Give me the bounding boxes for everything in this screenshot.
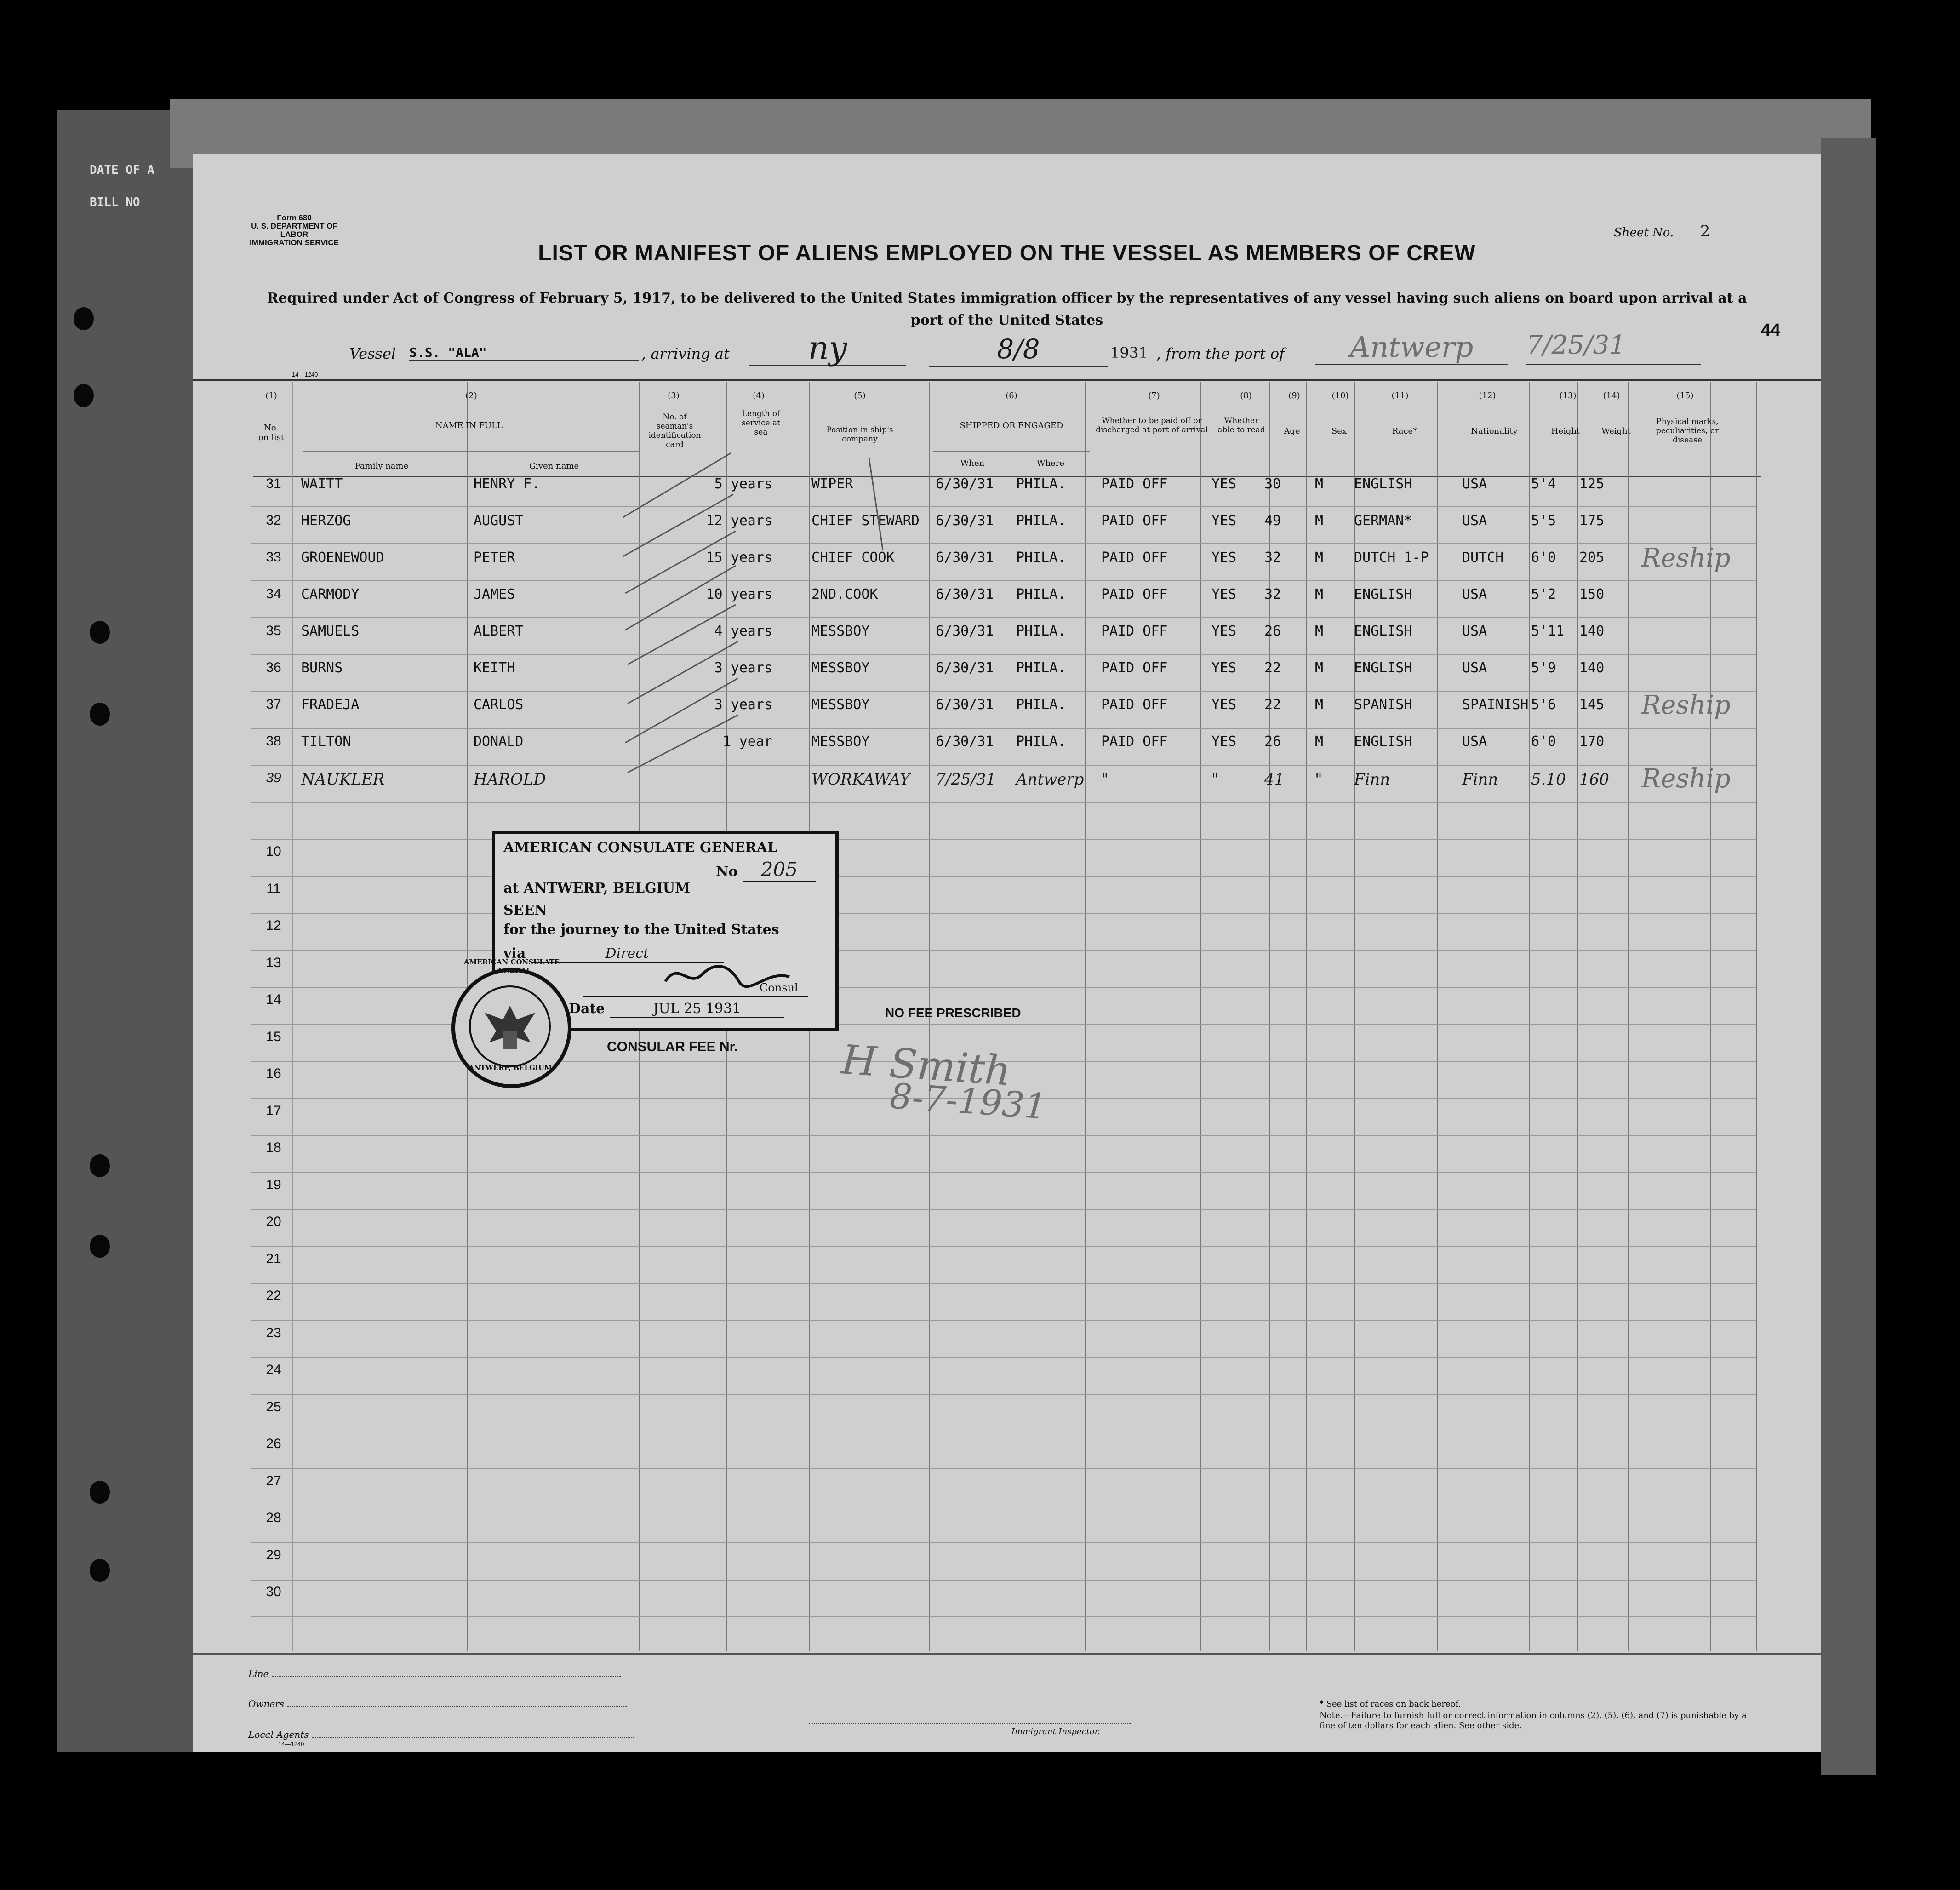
crew-cell-nationality: USA bbox=[1462, 660, 1487, 676]
crew-cell-when: 7/25/31 bbox=[936, 770, 996, 789]
row-number: 26 bbox=[266, 1436, 281, 1451]
sheet-number-label: Sheet No. bbox=[1614, 226, 1674, 240]
col-number-3: (3) bbox=[668, 391, 680, 401]
row-number: 30 bbox=[266, 1584, 281, 1599]
crew-cell-paid: PAID OFF bbox=[1101, 550, 1168, 566]
col-number-2: (2) bbox=[465, 391, 477, 401]
crew-cell-paid: PAID OFF bbox=[1101, 623, 1168, 639]
crew-cell-family: FRADEJA bbox=[301, 697, 360, 713]
binder-hole bbox=[90, 1559, 110, 1582]
binder-hole bbox=[90, 1481, 110, 1504]
stamp-line-journey: for the journey to the United States bbox=[503, 922, 779, 938]
crew-cell-height: 5'2 bbox=[1531, 586, 1556, 602]
crew-cell-family: NAUKLER bbox=[301, 770, 385, 789]
crew-cell-nationality: Finn bbox=[1462, 770, 1498, 789]
crew-cell-age: 22 bbox=[1264, 660, 1281, 676]
header-age: Age bbox=[1284, 426, 1300, 436]
crew-cell-race: GERMAN* bbox=[1354, 513, 1412, 529]
crew-cell-read: YES bbox=[1211, 623, 1237, 639]
row-number: 25 bbox=[266, 1399, 281, 1415]
crew-cell-when: 6/30/31 bbox=[936, 476, 994, 492]
no-fee-prescribed: NO FEE PRESCRIBED bbox=[885, 1006, 1021, 1020]
crew-cell-age: 26 bbox=[1264, 623, 1281, 639]
footer-agents-blank bbox=[312, 1737, 634, 1738]
arriving-at: ny bbox=[749, 331, 906, 366]
crew-cell-service: 3 years bbox=[714, 697, 772, 713]
col-number-5: (5) bbox=[854, 391, 866, 401]
sheet-number-value: 2 bbox=[1678, 222, 1733, 241]
crew-cell-when: 6/30/31 bbox=[936, 623, 994, 639]
col-number-7: (7) bbox=[1148, 391, 1160, 401]
crew-cell-paid: PAID OFF bbox=[1101, 586, 1168, 602]
crew-cell-no: 31 bbox=[266, 476, 281, 491]
crew-cell-marks: Reship bbox=[1641, 543, 1731, 573]
header-sex: Sex bbox=[1331, 426, 1347, 436]
footer-rule bbox=[193, 1653, 1821, 1655]
consulate-seal bbox=[451, 958, 571, 1088]
grid-row-line bbox=[251, 1468, 1756, 1469]
crew-cell-position: WORKAWAY bbox=[811, 770, 910, 789]
footer-agents-label: Local Agents bbox=[248, 1729, 309, 1740]
crew-cell-weight: 160 bbox=[1579, 770, 1609, 789]
crew-cell-height: 6'0 bbox=[1531, 550, 1556, 566]
footer-owners-label: Owners bbox=[248, 1698, 285, 1709]
crew-cell-where: PHILA. bbox=[1016, 550, 1066, 566]
crew-cell-height: 6'0 bbox=[1531, 733, 1556, 750]
crew-cell-given: AUGUST bbox=[474, 513, 524, 529]
races-note: * See list of races on back hereof. bbox=[1320, 1699, 1461, 1709]
printer-code-top: 14—1240 bbox=[292, 371, 318, 378]
margin-tag-bill: BILL NO bbox=[90, 195, 140, 209]
crew-cell-service: 4 years bbox=[714, 623, 772, 639]
crew-cell-nationality: USA bbox=[1462, 513, 1487, 529]
footer-agents-field bbox=[248, 1729, 634, 1740]
margin-tag-date: DATE OF A bbox=[90, 163, 154, 177]
grid-row-line bbox=[251, 1320, 1756, 1321]
grid-row-line bbox=[251, 1172, 1756, 1173]
grid-row-line bbox=[251, 1246, 1756, 1247]
crew-cell-nationality: DUTCH bbox=[1462, 550, 1504, 566]
crew-cell-where: PHILA. bbox=[1016, 660, 1066, 676]
crew-cell-family: BURNS bbox=[301, 660, 343, 676]
row-number: 15 bbox=[266, 1029, 281, 1044]
crew-cell-race: ENGLISH bbox=[1354, 586, 1412, 602]
binder-hole bbox=[90, 1154, 110, 1177]
stamp-number-value: 205 bbox=[743, 858, 816, 882]
crew-cell-family: HERZOG bbox=[301, 513, 351, 529]
manifest-sheet bbox=[193, 154, 1821, 1752]
manifest-title: LIST OR MANIFEST OF ALIENS EMPLOYED ON THE VESSEL AS MEMBERS OF CREW bbox=[538, 241, 1476, 265]
crew-cell-height: 5'5 bbox=[1531, 513, 1556, 529]
crew-cell-sex: M bbox=[1315, 623, 1324, 639]
crew-cell-when: 6/30/31 bbox=[936, 550, 994, 566]
manifest-subtitle: Required under Act of Congress of February 5, 1917, to be delivered to the United States immigration officer by the representatives of any vessel having such aliens on board upon arrival at a port of the United States bbox=[267, 290, 1747, 328]
stamp-via-label: via bbox=[503, 945, 526, 962]
crew-cell-read: YES bbox=[1211, 733, 1237, 750]
crew-cell-paid: PAID OFF bbox=[1101, 476, 1168, 492]
crew-cell-height: 5'6 bbox=[1531, 697, 1556, 713]
crew-cell-nationality: USA bbox=[1462, 623, 1487, 639]
col-number-4: (4) bbox=[753, 391, 765, 401]
crew-cell-read: YES bbox=[1211, 513, 1237, 529]
crew-cell-given: ALBERT bbox=[474, 623, 524, 639]
crew-cell-paid: PAID OFF bbox=[1101, 513, 1168, 529]
crew-cell-sex: M bbox=[1315, 660, 1324, 676]
crew-cell-race: SPANISH bbox=[1354, 697, 1412, 713]
crew-cell-nationality: USA bbox=[1462, 476, 1487, 492]
inspector-date: 8-7-1931 bbox=[888, 1075, 1048, 1127]
crew-cell-position: 2ND.COOK bbox=[811, 586, 878, 602]
col-number-10: (10) bbox=[1331, 391, 1349, 401]
row-number: 28 bbox=[266, 1510, 281, 1525]
crew-cell-when: 6/30/31 bbox=[936, 697, 994, 713]
header-shipped: SHIPPED OR ENGAGED bbox=[960, 421, 1063, 430]
crew-cell-position: WIPER bbox=[811, 476, 853, 492]
grid-row-line bbox=[251, 1394, 1756, 1395]
crew-cell-sex: M bbox=[1315, 697, 1324, 713]
header-seaman-card: No. of seaman's identification card bbox=[648, 412, 701, 449]
crew-cell-race: ENGLISH bbox=[1354, 733, 1412, 750]
page-number: 44 bbox=[1761, 321, 1781, 340]
crew-cell-service: 3 years bbox=[714, 660, 772, 676]
header-no-on-list: No. on list bbox=[258, 423, 285, 442]
crew-cell-position: MESSBOY bbox=[811, 623, 870, 639]
grid-row-line bbox=[251, 1580, 1756, 1581]
from-port-date: 7/25/31 bbox=[1526, 330, 1701, 365]
seal-text-top: AMERICAN CONSULATE GENERAL bbox=[463, 958, 560, 974]
form-service: IMMIGRATION SERVICE bbox=[250, 238, 339, 247]
crew-cell-family: SAMUELS bbox=[301, 623, 360, 639]
crew-cell-weight: 125 bbox=[1579, 476, 1605, 492]
crew-cell-service: 10 years bbox=[706, 586, 772, 602]
stamp-date-label: Date bbox=[569, 1001, 605, 1017]
crew-cell-given: CARLOS bbox=[474, 697, 524, 713]
row-number: 12 bbox=[266, 918, 281, 933]
crew-cell-where: PHILA. bbox=[1016, 476, 1066, 492]
crew-cell-age: 30 bbox=[1264, 476, 1281, 492]
crew-cell-when: 6/30/31 bbox=[936, 733, 994, 750]
crew-cell-sex: M bbox=[1315, 550, 1324, 566]
crew-cell-family: GROENEWOUD bbox=[301, 550, 384, 566]
binder-hole bbox=[74, 307, 94, 330]
arrival-date: 8/8 bbox=[929, 333, 1108, 367]
header-given-name: Given name bbox=[529, 461, 579, 471]
crew-cell-weight: 175 bbox=[1579, 513, 1605, 529]
stamp-consul-label: Consul bbox=[760, 981, 798, 994]
crew-cell-read: " bbox=[1211, 770, 1219, 789]
crew-cell-given: KEITH bbox=[474, 660, 515, 676]
vessel-label: Vessel bbox=[349, 345, 396, 362]
row-number: 18 bbox=[266, 1140, 281, 1155]
binder-hole bbox=[74, 384, 94, 407]
crew-cell-race: DUTCH 1-P bbox=[1354, 550, 1429, 566]
crew-cell-position: MESSBOY bbox=[811, 697, 870, 713]
crew-cell-given: PETER bbox=[474, 550, 515, 566]
crew-cell-race: ENGLISH bbox=[1354, 660, 1412, 676]
crew-cell-service: 1 year bbox=[722, 733, 772, 750]
header-where: Where bbox=[1036, 458, 1064, 468]
col-number-8: (8) bbox=[1240, 391, 1252, 401]
crew-cell-position: CHIEF STEWARD bbox=[811, 513, 920, 529]
header-position: Position in ship's company bbox=[826, 425, 893, 444]
header-when: When bbox=[960, 458, 985, 468]
crew-cell-where: PHILA. bbox=[1016, 697, 1066, 713]
crew-cell-given: DONALD bbox=[474, 733, 524, 750]
crew-cell-no: 34 bbox=[266, 586, 281, 601]
crew-cell-sex: M bbox=[1315, 476, 1324, 492]
crew-cell-where: PHILA. bbox=[1016, 733, 1066, 750]
crew-cell-service: 5 years bbox=[714, 476, 772, 492]
stamp-line-seen: SEEN bbox=[503, 902, 547, 918]
grid-row-line bbox=[251, 1135, 1756, 1136]
col-number-14: (14) bbox=[1603, 391, 1620, 401]
crew-cell-family: TILTON bbox=[301, 733, 351, 750]
binder-hole bbox=[90, 621, 110, 644]
crew-cell-sex: M bbox=[1315, 586, 1324, 602]
crew-cell-sex: " bbox=[1315, 770, 1322, 789]
crew-cell-sex: M bbox=[1315, 513, 1324, 529]
seal-text-bottom: ANTWERP, BELGIUM bbox=[469, 1064, 552, 1072]
crew-cell-marks: Reship bbox=[1641, 764, 1731, 794]
crew-cell-height: 5'4 bbox=[1531, 476, 1556, 492]
penalty-note: Note.—Failure to furnish full or correct information in columns (2), (5), (6), and (7) is punishable by a fine of ten dollars for each alien. See other side. bbox=[1320, 1711, 1747, 1730]
card-check-marks bbox=[193, 154, 1821, 1074]
stamp-date bbox=[569, 1001, 784, 1018]
header-able-read: Whether able to read bbox=[1217, 416, 1265, 435]
row-number: 29 bbox=[266, 1547, 281, 1563]
inspector-signature-label: Immigrant Inspector. bbox=[1011, 1727, 1101, 1736]
row-number: 14 bbox=[266, 992, 281, 1007]
crew-cell-given: HENRY F. bbox=[474, 476, 540, 492]
col-number-6: (6) bbox=[1006, 391, 1017, 401]
row-number: 27 bbox=[266, 1473, 281, 1489]
crew-cell-service: 15 years bbox=[706, 550, 772, 566]
crew-cell-position: CHIEF COOK bbox=[811, 550, 895, 566]
row-number: 24 bbox=[266, 1362, 281, 1377]
crew-cell-nationality: USA bbox=[1462, 733, 1487, 750]
stamp-number bbox=[716, 858, 816, 882]
row-number: 21 bbox=[266, 1251, 281, 1266]
crew-cell-no: 33 bbox=[266, 550, 281, 565]
crew-cell-age: 26 bbox=[1264, 733, 1281, 750]
stamp-number-label: No bbox=[716, 864, 738, 880]
vessel-name: S.S. "ALA" bbox=[409, 345, 639, 361]
binder-hole bbox=[90, 1235, 110, 1258]
crew-cell-no: 32 bbox=[266, 513, 281, 528]
crew-cell-given: JAMES bbox=[474, 586, 515, 602]
crew-cell-paid: PAID OFF bbox=[1101, 660, 1168, 676]
footer-line-field bbox=[248, 1668, 621, 1679]
header-marks: Physical marks, peculiarities, or disease bbox=[1656, 417, 1719, 445]
crew-cell-read: YES bbox=[1211, 697, 1237, 713]
crew-cell-no: 37 bbox=[266, 697, 281, 712]
crew-cell-nationality: SPAINISH bbox=[1462, 697, 1529, 713]
consul-rule bbox=[583, 996, 808, 997]
grid-row-line bbox=[251, 1357, 1756, 1358]
col-number-12: (12) bbox=[1479, 391, 1496, 401]
header-weight: Weight bbox=[1601, 426, 1631, 436]
footer-owners-field bbox=[248, 1698, 627, 1709]
crew-cell-no: 38 bbox=[266, 733, 281, 749]
row-number: 13 bbox=[266, 955, 281, 970]
crew-cell-age: 41 bbox=[1264, 770, 1285, 789]
crew-cell-given: HAROLD bbox=[474, 770, 546, 789]
crew-cell-no: 35 bbox=[266, 623, 281, 638]
grid-row-line bbox=[251, 1283, 1756, 1284]
col-number-13: (13) bbox=[1559, 391, 1577, 401]
col-number-11: (11) bbox=[1391, 391, 1409, 401]
arriving-label: , arriving at bbox=[641, 345, 730, 362]
row-number: 11 bbox=[266, 881, 281, 896]
crew-cell-where: PHILA. bbox=[1016, 586, 1066, 602]
header-race: Race* bbox=[1392, 426, 1417, 436]
backing-sheet-left bbox=[57, 110, 205, 1752]
inspector-name: H Smith bbox=[840, 1036, 1012, 1095]
crew-cell-position: MESSBOY bbox=[811, 733, 870, 750]
footer-line-label: Line bbox=[248, 1668, 269, 1679]
crew-cell-family: CARMODY bbox=[301, 586, 360, 602]
crew-cell-weight: 145 bbox=[1579, 697, 1605, 713]
crew-cell-weight: 205 bbox=[1579, 550, 1605, 566]
grid-row-line bbox=[251, 1542, 1756, 1543]
header-family-name: Family name bbox=[354, 461, 409, 471]
header-height: Height bbox=[1551, 426, 1580, 436]
crew-cell-where: PHILA. bbox=[1016, 623, 1066, 639]
crew-cell-when: 6/30/31 bbox=[936, 513, 994, 529]
col-number-15: (15) bbox=[1676, 391, 1694, 401]
crew-cell-paid: " bbox=[1101, 770, 1109, 789]
col-number-1: (1) bbox=[265, 391, 277, 401]
row-number: 16 bbox=[266, 1066, 281, 1081]
row-number: 19 bbox=[266, 1177, 281, 1192]
crew-cell-where: PHILA. bbox=[1016, 513, 1066, 529]
crew-cell-position: MESSBOY bbox=[811, 660, 870, 676]
seal-eagle-ring bbox=[469, 985, 551, 1067]
col-number-9: (9) bbox=[1288, 391, 1300, 401]
grid-row-line bbox=[251, 1209, 1756, 1210]
row-number: 20 bbox=[266, 1214, 281, 1229]
consular-fee: CONSULAR FEE Nr. bbox=[607, 1039, 738, 1054]
crew-cell-family: WAITT bbox=[301, 476, 343, 492]
crew-cell-age: 22 bbox=[1264, 697, 1281, 713]
crew-cell-race: ENGLISH bbox=[1354, 476, 1412, 492]
crew-cell-read: YES bbox=[1211, 660, 1237, 676]
crew-cell-weight: 140 bbox=[1579, 660, 1605, 676]
crew-cell-age: 32 bbox=[1264, 550, 1281, 566]
crew-cell-height: 5.10 bbox=[1531, 770, 1566, 789]
row-number: 23 bbox=[266, 1325, 281, 1340]
from-port-label: , from the port of bbox=[1156, 345, 1285, 362]
stamp-line-antwerp: at ANTWERP, BELGIUM bbox=[503, 880, 691, 896]
crew-cell-nationality: USA bbox=[1462, 586, 1487, 602]
row-number: 17 bbox=[266, 1103, 281, 1118]
header-nationality: Nationality bbox=[1471, 426, 1518, 436]
crew-cell-paid: PAID OFF bbox=[1101, 697, 1168, 713]
row-number: 22 bbox=[266, 1288, 281, 1303]
crew-cell-read: YES bbox=[1211, 586, 1237, 602]
form-department: U. S. DEPARTMENT OF LABOR bbox=[251, 222, 337, 239]
footer-printer-code: 14—1240 bbox=[278, 1741, 304, 1747]
arrival-year: 1931 bbox=[1110, 344, 1148, 361]
backing-sheet-right bbox=[1821, 138, 1876, 1775]
form-number: Form 680 bbox=[277, 213, 312, 222]
grid-row-line bbox=[251, 1616, 1756, 1617]
crew-cell-read: YES bbox=[1211, 550, 1237, 566]
header-length-service: Length of service at sea bbox=[742, 409, 780, 437]
stamp-line-consulate: AMERICAN CONSULATE GENERAL bbox=[503, 840, 777, 856]
crew-cell-when: 6/30/31 bbox=[936, 660, 994, 676]
crew-cell-no: 39 bbox=[266, 770, 281, 785]
crew-cell-sex: M bbox=[1315, 733, 1324, 750]
eagle-icon bbox=[471, 987, 549, 1065]
header-name-in-full: NAME IN FULL bbox=[435, 421, 503, 430]
crew-cell-where: Antwerp bbox=[1016, 770, 1084, 789]
footer-line-blank bbox=[272, 1676, 621, 1677]
crew-cell-weight: 170 bbox=[1579, 733, 1605, 750]
footer-owners-blank bbox=[287, 1706, 627, 1707]
crew-cell-race: ENGLISH bbox=[1354, 623, 1412, 639]
header-paid-off: Whether to be paid off or discharged at port of arrival bbox=[1096, 416, 1208, 435]
crew-cell-paid: PAID OFF bbox=[1101, 733, 1168, 750]
crew-cell-service: 12 years bbox=[706, 513, 772, 529]
crew-cell-height: 5'11 bbox=[1531, 623, 1565, 639]
stamp-date-value: JUL 25 1931 bbox=[610, 1001, 784, 1018]
stamp-via-value: Direct bbox=[531, 945, 724, 963]
crew-cell-weight: 150 bbox=[1579, 586, 1605, 602]
crew-cell-no: 36 bbox=[266, 660, 281, 675]
crew-cell-race: Finn bbox=[1354, 770, 1390, 789]
crew-cell-age: 49 bbox=[1264, 513, 1281, 529]
crew-cell-height: 5'9 bbox=[1531, 660, 1556, 676]
from-port: Antwerp bbox=[1315, 330, 1508, 365]
row-number: 10 bbox=[266, 844, 281, 859]
inspector-signature-line bbox=[809, 1723, 1131, 1724]
crew-cell-when: 6/30/31 bbox=[936, 586, 994, 602]
crew-cell-weight: 140 bbox=[1579, 623, 1605, 639]
crew-cell-marks: Reship bbox=[1641, 690, 1731, 720]
binder-hole bbox=[90, 703, 110, 726]
crew-cell-read: YES bbox=[1211, 476, 1237, 492]
crew-cell-age: 32 bbox=[1264, 586, 1281, 602]
